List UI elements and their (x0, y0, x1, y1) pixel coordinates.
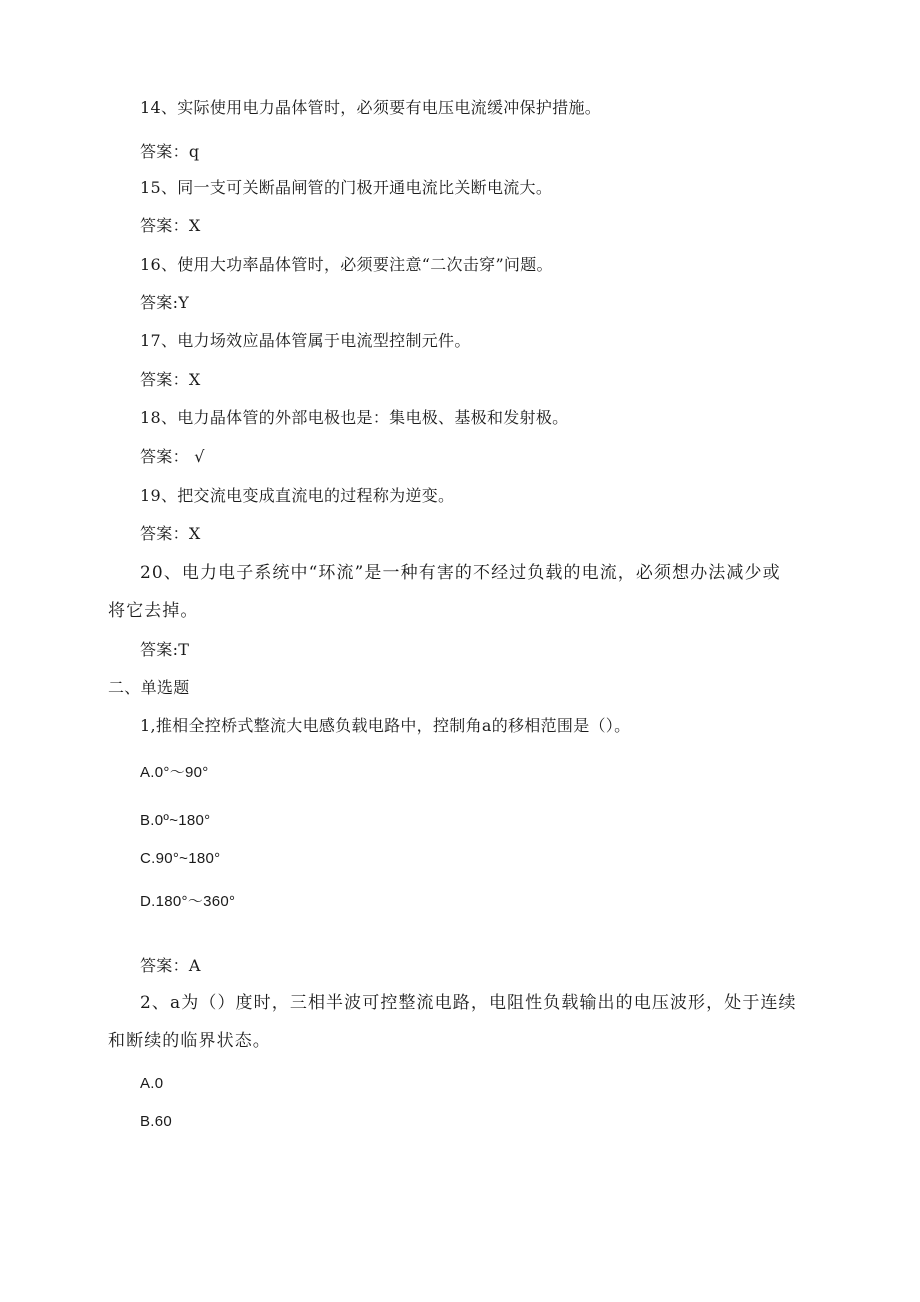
answer-18: 答案： √ (140, 447, 205, 466)
option-2b: B.60 (140, 1113, 173, 1130)
answer-single-1: 答案：A (140, 956, 201, 975)
option-2a: A.0 (140, 1075, 164, 1092)
question-14: 14、实际使用电力晶体管时，必须要有电压电流缓冲保护措施。 (140, 98, 602, 117)
option-1d: D.180°～360° (140, 893, 236, 910)
question-1: 1,推相全控桥式整流大电感负载电路中，控制角a的移相范围是（）。 (140, 716, 631, 735)
answer-14: 答案：q (140, 142, 200, 161)
answer-16: 答案:Y (140, 293, 190, 312)
option-1c: C.90°~180° (140, 850, 221, 867)
question-2-line2: 和断续的临界状态。 (108, 1031, 271, 1051)
question-20-line2: 将它去掉。 (108, 601, 199, 621)
question-17: 17、电力场效应晶体管属于电流型控制元件。 (140, 331, 471, 350)
answer-17: 答案：X (140, 370, 201, 389)
question-15: 15、同一支可关断晶闸管的门极开通电流比关断电流大。 (140, 178, 553, 197)
question-18: 18、电力晶体管的外部电极也是：集电极、基极和发射极。 (140, 408, 569, 427)
question-2-line1: 2、a为（）度时，三相半波可控整流电路，电阻性负载输出的电压波形，处于连续 (140, 993, 797, 1013)
answer-20: 答案:T (140, 640, 190, 659)
option-1a: A.0°～90° (140, 764, 209, 781)
question-20-line1: 20、电力电子系统中“环流”是一种有害的不经过负载的电流，必须想办法减少或 (140, 563, 781, 583)
answer-19: 答案：X (140, 524, 201, 543)
section-heading-single-choice: 二、单选题 (108, 678, 190, 697)
question-19: 19、把交流电变成直流电的过程称为逆变。 (140, 486, 455, 505)
answer-15: 答案：X (140, 216, 201, 235)
option-1b: B.0º~180° (140, 812, 211, 829)
question-16: 16、使用大功率晶体管时，必须要注意“二次击穿”问题。 (140, 255, 553, 274)
